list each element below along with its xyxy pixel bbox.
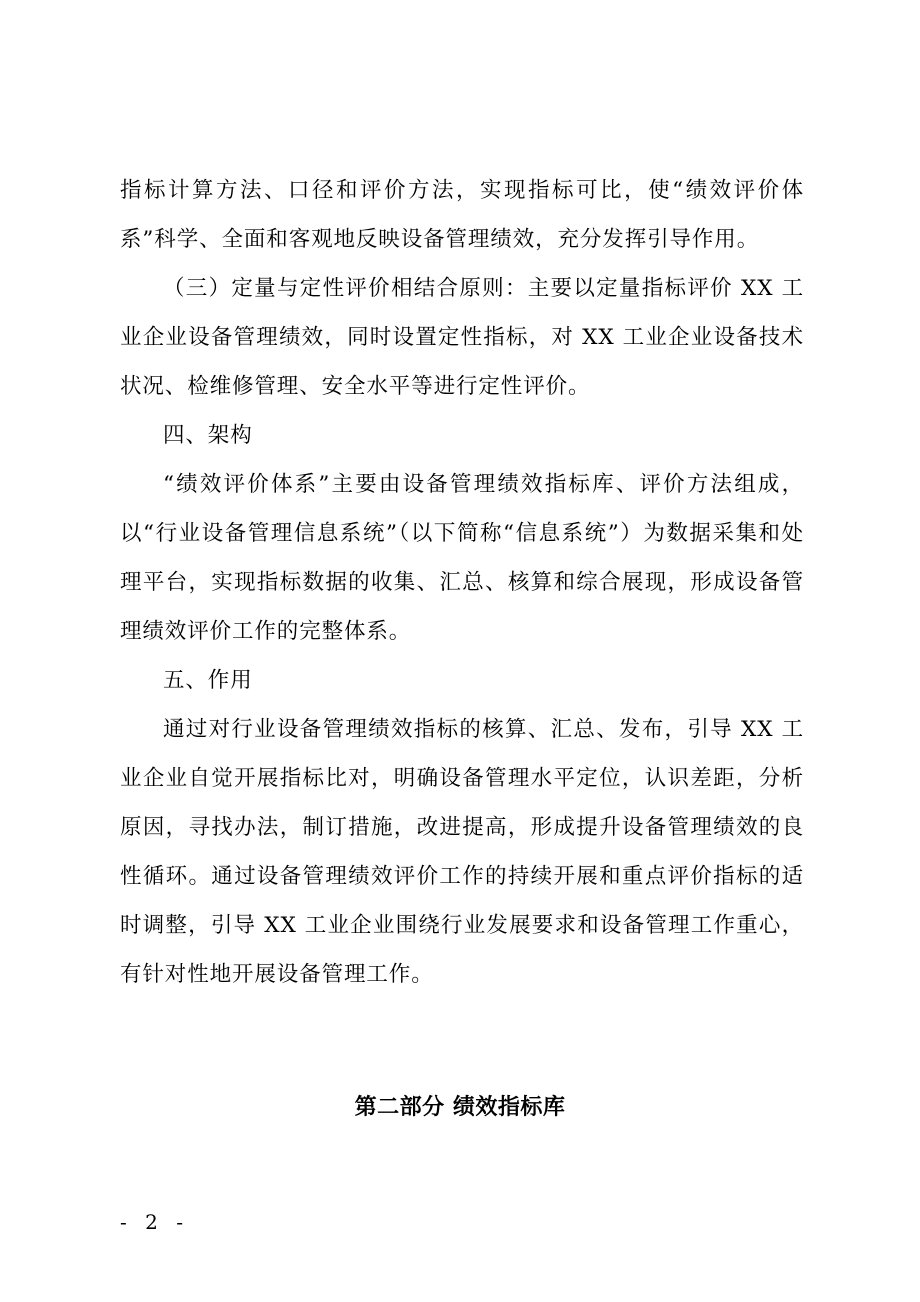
section-heading-function: 五、作用	[163, 668, 253, 693]
paragraph-structure: “绩效评价体系”主要由设备管理绩效指标库、评价方法组成，以“行业设备管理信息系统”（以下简称“信息系统”）为数据采集和处理平台，实现指标数据的收集、汇总、核算和综合展现，形成设备管理绩效评价工作的完整体系。	[120, 472, 804, 644]
body-text	[120, 166, 804, 999]
paragraph-principle-three: （三）定量与定性评价相结合原则：主要以定量指标评价 XX 工业企业设备管理绩效，同时设置定性指标，对 XX 工业企业设备技术状况、检维修管理、安全水平等进行定性评价。	[120, 276, 804, 399]
part-title: 第二部分 绩效指标库	[354, 1095, 566, 1120]
paragraph-continuation: 指标计算方法、口径和评价方法，实现指标可比，使“绩效评价体系”科学、全面和客观地反映设备管理绩效，充分发挥引导作用。	[120, 178, 804, 252]
page-number: - 2 -	[120, 1210, 189, 1234]
section-heading-structure: 四、架构	[163, 423, 253, 448]
paragraph-function: 通过对行业设备管理绩效指标的核算、汇总、发布，引导 XX 工业企业自觉开展指标比对，明确设备管理水平定位，认识差距，分析原因，寻找办法，制订措施，改进提高，形成提升设备管理绩效的良性循环。通过设备管理绩效评价工作的持续开展和重点评价指标的适时调整，引导 XX 工业企业围绕行业发展要求和设备管理工作重心，有针对性地开展设备管理工作。	[120, 717, 804, 987]
